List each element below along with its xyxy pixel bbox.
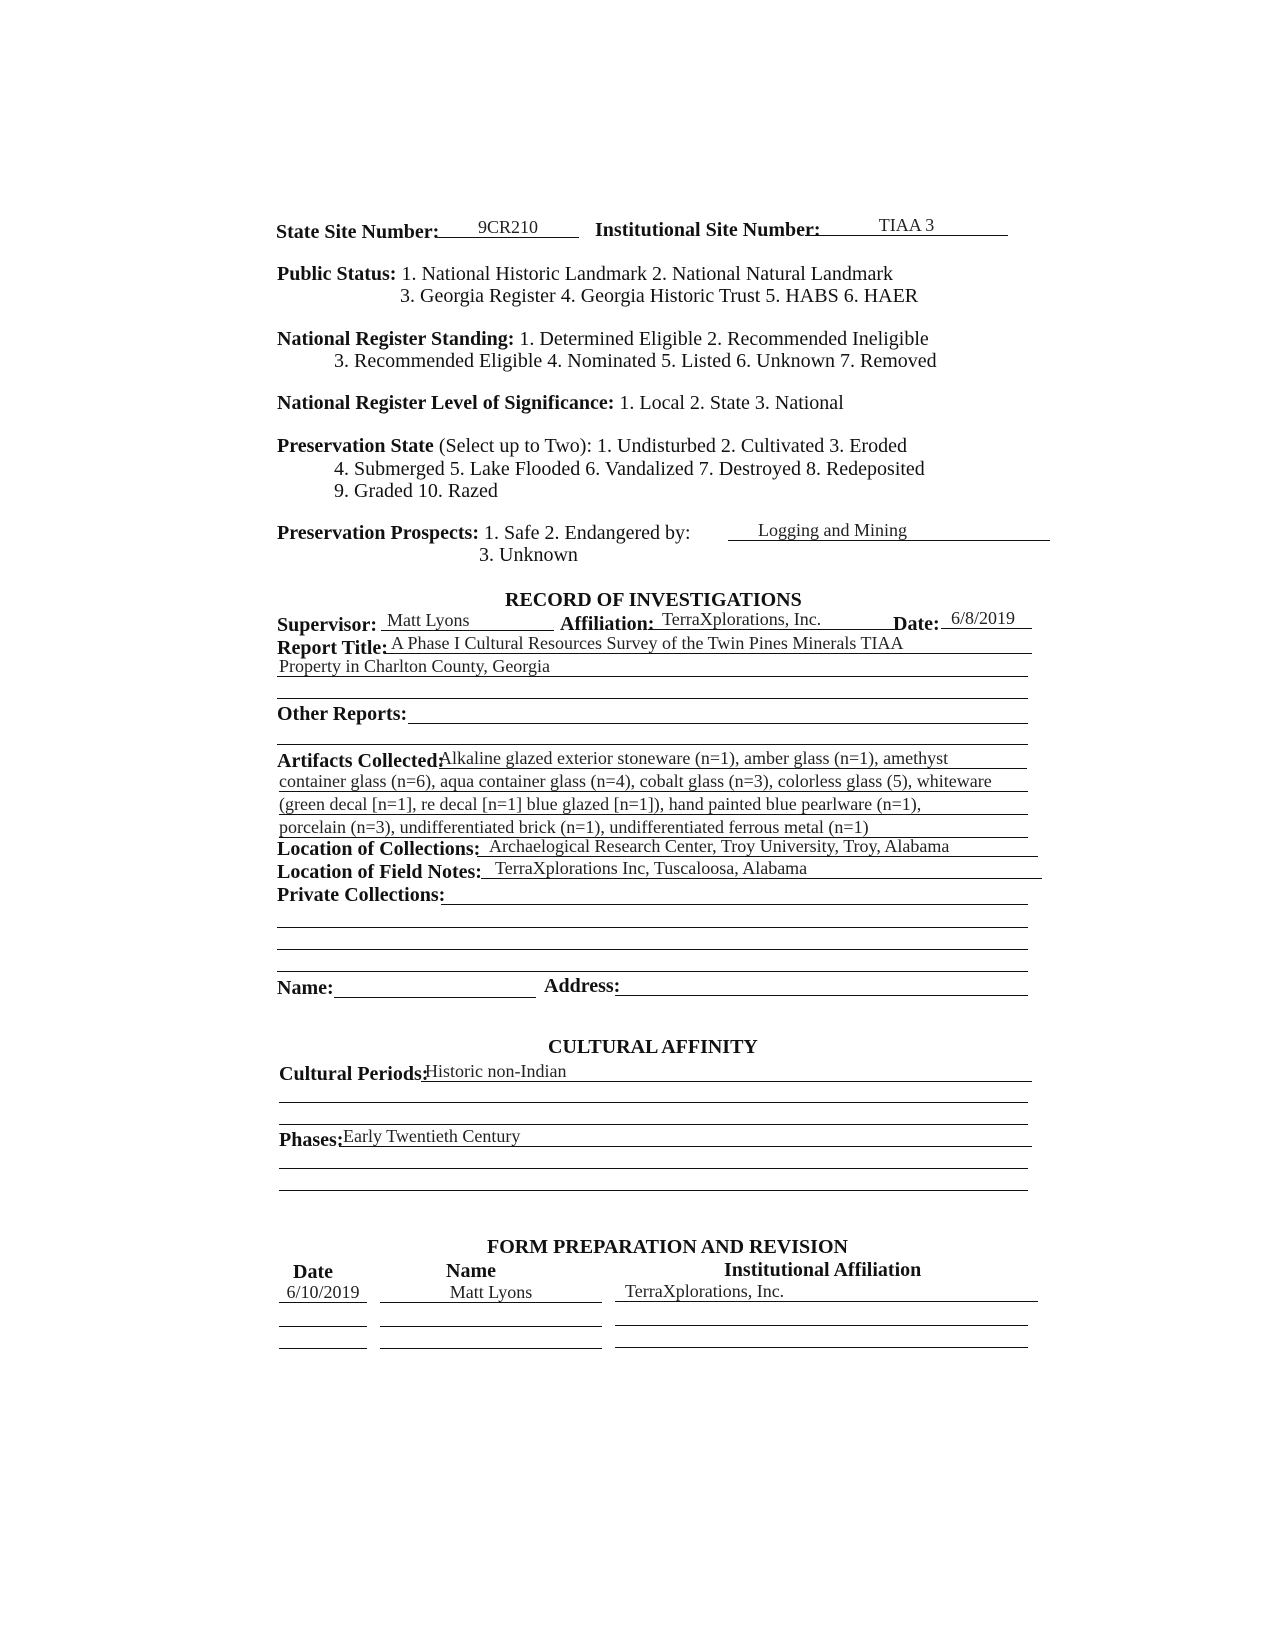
cultural-periods-line-2[interactable]	[279, 1102, 1028, 1103]
prep-affiliation-field-3[interactable]	[615, 1347, 1028, 1348]
artifacts-field-1[interactable]: Alkaline glazed exterior stoneware (n=1), amber glass (n=1), amethyst	[439, 748, 1027, 769]
record-of-investigations-heading: RECORD OF INVESTIGATIONS	[505, 589, 802, 611]
endangered-by-field[interactable]: Logging and Mining	[728, 520, 1050, 541]
private-collections-line-3[interactable]	[277, 949, 1028, 950]
pres-prospects-options-1: 1. Safe 2. Endangered by:	[483, 522, 691, 544]
prep-name-field-2[interactable]	[380, 1326, 602, 1327]
cultural-periods-label: Cultural Periods:	[279, 1063, 429, 1085]
cultural-periods-line-3[interactable]	[279, 1124, 1028, 1125]
location-field-notes-field[interactable]: TerraXplorations Inc, Tuscaloosa, Alabama	[481, 858, 1042, 879]
prep-affiliation-field-1[interactable]: TerraXplorations, Inc.	[615, 1281, 1038, 1302]
state-site-number-field[interactable]: 9CR210	[437, 217, 579, 238]
public-status-label: Public Status:	[277, 263, 397, 285]
prep-date-field-1[interactable]: 6/10/2019	[279, 1282, 367, 1303]
prep-date-field-3[interactable]	[279, 1348, 367, 1349]
prep-affiliation-field-2[interactable]	[615, 1325, 1028, 1326]
phases-field[interactable]: Early Twentieth Century	[339, 1126, 1032, 1147]
affiliation-field[interactable]: TerraXplorations, Inc.	[648, 609, 895, 630]
pres-state-options-2: 4. Submerged 5. Lake Flooded 6. Vandalized 7. Destroyed 8. Redeposited	[334, 458, 925, 480]
nr-level-line	[277, 392, 844, 414]
phases-label: Phases:	[279, 1129, 344, 1151]
private-collections-label: Private Collections:	[277, 884, 446, 906]
report-title-field-2[interactable]: Property in Charlton County, Georgia	[277, 656, 1028, 677]
name-label: Name:	[277, 977, 334, 999]
phases-line-3[interactable]	[279, 1190, 1028, 1191]
pres-state-options-1: 1. Undisturbed 2. Cultivated 3. Eroded	[597, 435, 907, 457]
cultural-periods-field[interactable]: Historic non-Indian	[421, 1061, 1032, 1082]
private-collections-line-4[interactable]	[277, 971, 1028, 972]
artifacts-field-4[interactable]: porcelain (n=3), undifferentiated brick (n=1), undifferentiated ferrous metal (n=1)	[279, 817, 1028, 838]
affiliation-label: Affiliation:	[560, 613, 655, 635]
nr-standing-options-1: 1. Determined Eligible 2. Recommended Ineligible	[519, 328, 929, 350]
public-status-options-1: 1. National Historic Landmark 2. National Natural Landmark	[401, 263, 893, 285]
prep-date-field-2[interactable]	[279, 1326, 367, 1327]
nr-standing-options-2: 3. Recommended Eligible 4. Nominated 5. Listed 6. Unknown 7. Removed	[334, 350, 937, 372]
location-field-notes-label: Location of Field Notes:	[277, 861, 482, 883]
name-column-header: Name	[446, 1260, 496, 1282]
other-reports-blank-line	[277, 744, 1028, 745]
cultural-affinity-heading: CULTURAL AFFINITY	[548, 1036, 758, 1058]
supervisor-field[interactable]: Matt Lyons	[381, 610, 554, 631]
report-title-label: Report Title:	[277, 637, 388, 659]
report-blank-line	[277, 698, 1028, 699]
state-site-number-label: State Site Number:	[276, 221, 440, 243]
private-collections-line-2[interactable]	[277, 927, 1028, 928]
pres-state-label: Preservation State	[277, 435, 434, 457]
artifacts-label: Artifacts Collected:	[277, 750, 445, 772]
location-collections-field[interactable]: Archaelogical Research Center, Troy University, Troy, Alabama	[477, 836, 1038, 857]
artifacts-field-3[interactable]: (green decal [n=1], re decal [n=1] blue glazed [n=1]), hand painted blue pearlware (n=1),	[279, 794, 1028, 815]
pres-state-note: (Select up to Two):	[438, 435, 593, 457]
other-reports-field[interactable]	[408, 723, 1028, 724]
report-title-field-1[interactable]: A Phase I Cultural Resources Survey of the Twin Pines Minerals TIAA	[385, 633, 1032, 654]
public-status-options-2: 3. Georgia Register 4. Georgia Historic Trust 5. HABS 6. HAER	[400, 285, 919, 307]
prep-name-field-1[interactable]: Matt Lyons	[380, 1282, 602, 1303]
nr-level-label: National Register Level of Significance:	[277, 392, 615, 414]
private-collections-field[interactable]	[441, 904, 1028, 905]
artifacts-field-2[interactable]: container glass (n=6), aqua container glass (n=4), cobalt glass (n=3), colorless glass (5), whiteware	[279, 771, 1028, 792]
institutional-site-number-field[interactable]: TIAA 3	[805, 215, 1008, 236]
pres-state-options-3: 9. Graded 10. Razed	[334, 480, 498, 502]
date-column-header: Date	[293, 1261, 333, 1283]
supervisor-label: Supervisor:	[277, 614, 377, 636]
location-collections-label: Location of Collections:	[277, 838, 481, 860]
public-status-line1	[277, 263, 893, 285]
name-field[interactable]	[334, 997, 536, 998]
prep-name-field-3[interactable]	[380, 1348, 602, 1349]
address-field[interactable]	[615, 995, 1028, 996]
date-label: Date:	[893, 613, 940, 635]
address-label: Address:	[544, 975, 621, 997]
pres-state-line1	[277, 435, 907, 457]
pres-prospects-options-2: 3. Unknown	[479, 544, 578, 566]
institutional-site-number-label: Institutional Site Number:	[595, 219, 821, 241]
nr-standing-line1	[277, 328, 929, 350]
other-reports-label: Other Reports:	[277, 703, 408, 725]
investigation-date-field[interactable]: 6/8/2019	[941, 608, 1032, 629]
affiliation-column-header: Institutional Affiliation	[724, 1259, 922, 1281]
pres-prospects-label: Preservation Prospects:	[277, 522, 479, 544]
nr-standing-label: National Register Standing:	[277, 328, 515, 350]
phases-line-2[interactable]	[279, 1168, 1028, 1169]
pres-prospects-line1	[277, 522, 691, 544]
form-preparation-heading: FORM PREPARATION AND REVISION	[487, 1236, 848, 1258]
nr-level-options: 1. Local 2. State 3. National	[619, 392, 844, 414]
